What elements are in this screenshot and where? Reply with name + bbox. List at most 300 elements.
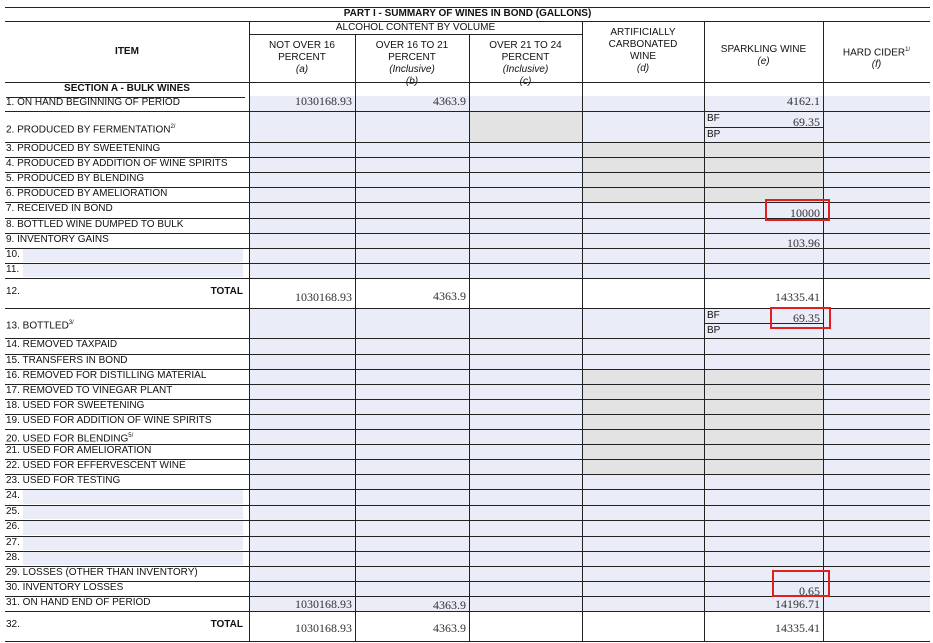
cell-row11-a[interactable] [249,263,355,278]
cell-row27-d[interactable] [582,536,704,551]
cell-row16-f[interactable] [823,369,930,384]
cell-row18-b[interactable] [355,399,469,414]
col-header-b-line1: OVER 16 TO 21 PERCENT [375,40,449,63]
cell-row27-f[interactable] [823,536,930,551]
cell-row15-f[interactable] [823,354,930,369]
cell-row24-a[interactable] [249,489,355,505]
item-fill-row27 [23,536,243,550]
cell-row22-f[interactable] [823,459,930,474]
cell-row11-c[interactable] [469,263,582,278]
cell-row32-f[interactable] [823,611,930,641]
row-label-13 [6,317,74,332]
cell-row9-a[interactable] [249,233,355,248]
row-label-22 [6,460,186,472]
value-r9-e[interactable]: 103.96 [787,236,820,250]
cell-row1-c[interactable] [469,96,582,111]
item-fill-row28 [23,551,243,565]
cell-row14-e[interactable] [704,338,823,354]
row-label-6 [6,188,167,200]
cell-row18-e [704,399,823,414]
row-rule-25 [5,520,930,521]
item-fill-row11 [23,263,243,277]
cell-row15-b[interactable] [355,354,469,369]
value-r31-b[interactable]: 4363.9 [433,598,466,612]
cell-row5-f[interactable] [823,172,930,187]
item-fill-row24 [23,489,243,504]
cell-row6-d [582,187,704,202]
cell-row18-a[interactable] [249,399,355,414]
cell-row4-c[interactable] [469,157,582,172]
row-label-text-31: 31. ON HAND END OF PERIOD [6,597,151,608]
cell-row19-f[interactable] [823,414,930,429]
cell-row28-b[interactable] [355,551,469,566]
cell-row22-e [704,459,823,474]
cell-row12-c[interactable] [469,278,582,308]
cell-row17-c[interactable] [469,384,582,399]
cell-row7-d[interactable] [582,202,704,218]
cell-row21-d [582,444,704,459]
row-rule-27 [5,551,930,552]
cell-row30-d[interactable] [582,581,704,596]
cell-row14-c[interactable] [469,338,582,354]
row-rule-11 [5,278,930,279]
value-r2-e-bf[interactable]: 69.35 [793,115,820,129]
row-label-text-27: 27. [6,537,20,548]
cell-row22-a[interactable] [249,459,355,474]
col-header-c-line1: OVER 21 TO 24 PERCENT [489,40,562,63]
cell-row26-d[interactable] [582,520,704,536]
value-r1-a[interactable]: 1030168.93 [295,94,352,108]
cell-row28-e[interactable] [704,551,823,566]
cell-row17-f[interactable] [823,384,930,399]
row-label-14 [6,339,117,351]
bp-label-row13: BP [707,325,721,336]
row-label-text-25: 25. [6,506,20,517]
cell-row23-a[interactable] [249,474,355,489]
bf-label-row2: BF [707,113,720,124]
item-fill-row26 [23,520,243,535]
row-label-29 [6,567,198,579]
row-label-28 [6,552,20,564]
col-divider-b [469,34,470,641]
cell-row31-f[interactable] [823,596,930,611]
cell-row19-d [582,414,704,429]
cell-row15-a[interactable] [249,354,355,369]
row-label-17 [6,385,172,397]
cell-row30-f[interactable] [823,581,930,596]
cell-row27-c[interactable] [469,536,582,551]
value-r13-e-bf[interactable]: 69.35 [793,311,820,325]
row-label-25 [6,506,20,518]
cell-row5-c[interactable] [469,172,582,187]
cell-row7-a[interactable] [249,202,355,218]
cell-row9-f[interactable] [823,233,930,248]
value-r1-e[interactable]: 4162.1 [787,94,820,108]
cell-row14-f[interactable] [823,338,930,354]
row-label-text-32: 32. [6,619,20,630]
cell-row28-f[interactable] [823,551,930,566]
cell-row17-e [704,384,823,399]
cell-row20-b[interactable] [355,429,469,444]
cell-row10-b[interactable] [355,248,469,263]
cell-row27-b[interactable] [355,536,469,551]
cell-row29-c[interactable] [469,566,582,581]
value-r31-e[interactable]: 14196.71 [775,597,820,611]
row-rule-32 [5,641,930,642]
row-label-31 [6,597,150,609]
value-r30-e[interactable]: 0.65 [799,584,820,598]
row-label-text-20: 20. USED FOR BLENDING [6,433,129,445]
highlight-box-bottled-bf [770,307,831,329]
col-header-b-letter: (b) [405,76,419,87]
bp-label-row2: BP [707,129,721,140]
total-label-row32: TOTAL [210,619,243,630]
col-divider-d [704,21,705,641]
cell-row32-d[interactable] [582,611,704,641]
value-r12-b[interactable]: 4363.9 [433,289,466,303]
row-label-text-13: 13. BOTTLED [6,320,69,332]
col-header-a [249,40,355,76]
cell-row19-c[interactable] [469,414,582,429]
cell-row21-f[interactable] [823,444,930,459]
cell-row24-c[interactable] [469,489,582,505]
cell-row2-d[interactable] [582,111,704,142]
cell-row2-f[interactable] [823,111,930,142]
cell-row4-e [704,157,823,172]
cell-row17-a[interactable] [249,384,355,399]
cell-row26-a[interactable] [249,520,355,536]
row-label-15 [6,355,128,367]
row-label-text-7: 7. RECEIVED IN BOND [6,203,113,214]
cell-row24-e[interactable] [704,489,823,505]
col-header-d-line2: CARBONATED [608,39,678,50]
cell-row6-a[interactable] [249,187,355,202]
col-header-a-letter: (a) [295,64,309,75]
cell-row12-d[interactable] [582,278,704,308]
cell-row8-f[interactable] [823,218,930,233]
cell-row2-b[interactable] [355,111,469,142]
row-label-text-30: 30. INVENTORY LOSSES [6,582,124,593]
cell-row17-b[interactable] [355,384,469,399]
value-r12-e[interactable]: 14335.41 [775,290,820,304]
cell-row16-e [704,369,823,384]
value-r1-b[interactable]: 4363.9 [433,94,466,108]
row-label-text-22: 22. USED FOR EFFERVESCENT WINE [6,460,186,471]
row-label-32 [6,619,20,631]
cell-row4-d [582,157,704,172]
cell-row16-d [582,369,704,384]
cell-row19-e [704,414,823,429]
cell-row9-b[interactable] [355,233,469,248]
cell-row13-d[interactable] [582,308,704,338]
row-label-27 [6,537,20,549]
cell-row11-f[interactable] [823,263,930,278]
row-label-10 [6,249,20,261]
col-header-c-line2: (Inclusive) [502,64,549,75]
cell-row25-e[interactable] [704,505,823,520]
col-header-b [355,40,469,88]
cell-row30-c[interactable] [469,581,582,596]
cell-row4-a[interactable] [249,157,355,172]
cell-row16-a[interactable] [249,369,355,384]
cell-row9-d[interactable] [582,233,704,248]
cell-row13-f[interactable] [823,308,930,338]
row-label-4 [6,158,228,170]
cell-row22-d [582,459,704,474]
row-label-text-3: 3. PRODUCED BY SWEETENING [6,143,161,154]
value-r32-a[interactable]: 1030168.93 [295,621,352,635]
row-label-text-11: 11. [6,264,20,275]
cell-row3-b[interactable] [355,142,469,157]
row-rule-10 [5,263,930,264]
row-label-16 [6,370,206,382]
cell-row3-d [582,142,704,157]
value-r32-e[interactable]: 14335.41 [775,621,820,635]
cell-row12-f[interactable] [823,278,930,308]
row-label-5 [6,173,144,185]
cell-row28-a[interactable] [249,551,355,566]
cell-row11-e[interactable] [704,263,823,278]
row-rule-24 [5,505,930,506]
cell-row6-c[interactable] [469,187,582,202]
cell-row20-f[interactable] [823,429,930,444]
cell-row20-a[interactable] [249,429,355,444]
row-rule-19 [5,429,930,430]
item-fill-row10 [23,248,243,262]
cell-row28-c[interactable] [469,551,582,566]
cell-row8-d[interactable] [582,218,704,233]
cell-row5-b[interactable] [355,172,469,187]
col-header-a-line1: NOT OVER 16 [269,40,335,51]
row-label-text-16: 16. REMOVED FOR DISTILLING MATERIAL [6,370,207,381]
row-label-text-19: 19. USED FOR ADDITION OF WINE SPIRITS [6,415,212,426]
col-header-e-line1: SPARKLING WINE [720,44,807,55]
cell-row19-b[interactable] [355,414,469,429]
cell-row2-a[interactable] [249,111,355,142]
cell-row18-f[interactable] [823,399,930,414]
cell-row13-b[interactable] [355,308,469,338]
section-a-heading: SECTION A - BULK WINES [64,83,190,94]
col-divider-e [823,21,824,641]
row-label-text-12: 12. [6,286,20,297]
cell-row20-e [704,429,823,444]
col-header-f-footnote: 1/ [905,47,911,53]
cell-row29-f[interactable] [823,566,930,581]
col-header-d-line1: ARTIFICIALLY [610,27,676,38]
row-label-30 [6,582,123,594]
row-label-9 [6,234,109,246]
cell-row8-c[interactable] [469,218,582,233]
row-label-20 [6,430,133,445]
cell-row25-d[interactable] [582,505,704,520]
col-divider-c [582,21,583,641]
total-label-row12: TOTAL [210,286,243,297]
cell-row23-b[interactable] [355,474,469,489]
cell-row13-c[interactable] [469,308,582,338]
cell-row19-a[interactable] [249,414,355,429]
col-divider-a [355,34,356,641]
cell-row10-f[interactable] [823,248,930,263]
cell-row23-e[interactable] [704,474,823,489]
cell-row16-b[interactable] [355,369,469,384]
row-label-7 [6,203,113,215]
row-rule-13 [5,338,930,339]
cell-row17-d [582,384,704,399]
row-label-text-6: 6. PRODUCED BY AMELIORATION [6,188,168,199]
cell-row8-a[interactable] [249,218,355,233]
cell-row24-f[interactable] [823,489,930,505]
row-rule-14 [5,354,930,355]
cell-row4-b[interactable] [355,157,469,172]
cell-row26-c[interactable] [469,520,582,536]
cell-row13-a[interactable] [249,308,355,338]
cell-row14-a[interactable] [249,338,355,354]
cell-row4-f[interactable] [823,157,930,172]
cell-row18-c[interactable] [469,399,582,414]
cell-row15-d[interactable] [582,354,704,369]
col-header-f-line1 [823,44,930,59]
cell-row6-b[interactable] [355,187,469,202]
cell-row3-c[interactable] [469,142,582,157]
row-label-text-15: 15. TRANSFERS IN BOND [6,355,128,366]
cell-row10-e[interactable] [704,248,823,263]
row-label-21 [6,445,151,457]
cell-row27-e[interactable] [704,536,823,551]
cell-row5-d [582,172,704,187]
row-label-text-2: 2. PRODUCED BY FERMENTATION [6,124,171,136]
cell-row21-b[interactable] [355,444,469,459]
cell-row25-b[interactable] [355,505,469,520]
cell-row10-d[interactable] [582,248,704,263]
row-label-3 [6,143,160,155]
row-rule-31 [5,611,930,612]
cell-row15-c[interactable] [469,354,582,369]
cell-row11-d[interactable] [582,263,704,278]
cell-row7-b[interactable] [355,202,469,218]
row-label-1 [6,97,180,109]
cell-row15-e[interactable] [704,354,823,369]
highlight-box-inventory-losses [772,570,830,597]
cell-row18-d [582,399,704,414]
cell-row26-b[interactable] [355,520,469,536]
cell-row30-a[interactable] [249,581,355,596]
row-label-text-4: 4. PRODUCED BY ADDITION OF WINE SPIRITS [6,158,228,169]
cell-row20-c[interactable] [469,429,582,444]
row-label-text-18: 18. USED FOR SWEETENING [6,400,145,411]
value-r12-a[interactable]: 1030168.93 [295,290,352,304]
cell-row25-f[interactable] [823,505,930,520]
cell-row14-d[interactable] [582,338,704,354]
row-label-12 [6,286,20,298]
row-label-text-9: 9. INVENTORY GAINS [6,234,109,245]
cell-row22-c[interactable] [469,459,582,474]
cell-row26-f[interactable] [823,520,930,536]
cell-row6-f[interactable] [823,187,930,202]
col-header-d-line3: WINE [629,51,657,62]
row-label-text-1: 1. ON HAND BEGINNING OF PERIOD [6,97,180,108]
cell-row25-a[interactable] [249,505,355,520]
cell-row3-a[interactable] [249,142,355,157]
cell-row29-a[interactable] [249,566,355,581]
cell-row1-f[interactable] [823,96,930,111]
alcohol-content-header: ALCOHOL CONTENT BY VOLUME [335,22,496,33]
cell-row32-c[interactable] [469,611,582,641]
cell-row11-b[interactable] [355,263,469,278]
value-r32-b[interactable]: 4363.9 [433,621,466,635]
col-header-f [823,44,930,71]
item-fill-row25 [23,505,243,519]
row-label-text-24: 24. [6,490,20,501]
row-label-text-10: 10. [6,249,20,260]
cell-row21-a[interactable] [249,444,355,459]
cell-row7-c[interactable] [469,202,582,218]
cell-row1-d[interactable] [582,96,704,111]
row-label-text-21: 21. USED FOR AMELIORATION [6,445,152,456]
row-label-2 [6,121,175,136]
cell-row5-a[interactable] [249,172,355,187]
highlight-box-received-in-bond [765,199,830,221]
cell-row30-b[interactable] [355,581,469,596]
cell-row7-f[interactable] [823,202,930,218]
col-header-d [582,27,704,75]
cell-row23-d[interactable] [582,474,704,489]
cell-row3-f[interactable] [823,142,930,157]
row-label-19 [6,415,212,427]
cell-row24-d[interactable] [582,489,704,505]
row-label-8 [6,219,183,231]
cell-row24-b[interactable] [355,489,469,505]
cell-row10-c[interactable] [469,248,582,263]
cell-row31-d[interactable] [582,596,704,611]
row-footnote-2: 2/ [170,124,176,130]
col-header-d-letter: (d) [636,63,650,74]
cell-row28-d[interactable] [582,551,704,566]
cell-row27-a[interactable] [249,536,355,551]
row-label-text-8: 8. BOTTLED WINE DUMPED TO BULK [6,219,184,230]
col-header-c [469,40,582,88]
col-header-f-line1-text: HARD CIDER [842,47,906,59]
row-label-text-23: 23. USED FOR TESTING [6,475,121,486]
row-rule-26 [5,536,930,537]
cell-row8-b[interactable] [355,218,469,233]
cell-row16-c[interactable] [469,369,582,384]
cell-row10-a[interactable] [249,248,355,263]
cell-row23-c[interactable] [469,474,582,489]
row-rule-22 [5,474,930,475]
row-footnote-20: 5/ [128,433,134,439]
row-label-11 [6,264,19,276]
cell-row22-b[interactable] [355,459,469,474]
cell-row14-b[interactable] [355,338,469,354]
row-label-text-17: 17. REMOVED TO VINEGAR PLANT [6,385,173,396]
cell-row26-e[interactable] [704,520,823,536]
row-label-18 [6,400,144,412]
part-title: PART I - SUMMARY OF WINES IN BOND (GALLONS) [343,8,592,19]
cell-row31-c[interactable] [469,596,582,611]
cell-row23-f[interactable] [823,474,930,489]
value-r7-e[interactable]: 10000 [790,206,820,220]
row-rule-8 [5,233,930,234]
cell-row21-c[interactable] [469,444,582,459]
cell-row29-b[interactable] [355,566,469,581]
row-rule-23 [5,489,930,490]
cell-row9-c[interactable] [469,233,582,248]
row-rule-1 [5,111,930,112]
value-r31-a[interactable]: 1030168.93 [295,597,352,611]
cell-row25-c[interactable] [469,505,582,520]
item-header: ITEM [115,46,139,57]
cell-row29-d[interactable] [582,566,704,581]
